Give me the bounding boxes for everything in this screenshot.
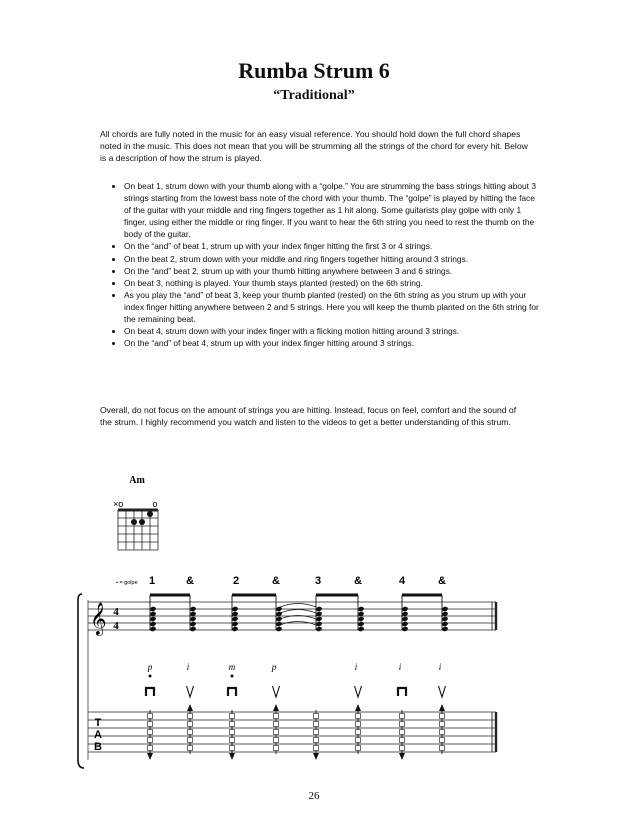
tab-fret-zero [188,722,193,727]
tab-fret-zero [440,714,445,719]
strum-arrow-up [187,704,193,711]
open-high-marker: o [152,499,158,509]
strum-arrow-down [399,753,405,760]
finger-dot [131,519,137,525]
beat-count: 2 [232,575,240,587]
tab-fret-zero [400,722,405,727]
time-signature-bottom: 4 [113,620,119,632]
tab-fret-zero [440,738,445,743]
note-head [357,606,364,612]
list-item: • On the beat 2, strum down with your middle and ring fingers together hitting around 3 strings. [124,253,544,265]
intro-paragraph: All chords are fully noted in the music for an easy visual reference. You should hold down the full chord shapes noted in the music. This does not mean that you will be strumming all the strings of the chord for every hit. Below is a description of how the strum is played. [100,129,528,164]
note-head [149,606,156,612]
note-head [275,616,282,622]
note-head [357,621,364,627]
tab-fret-zero [314,722,319,727]
note-head [231,621,238,627]
strum-steps-list [110,180,544,349]
stroke-markers [146,686,446,697]
tab-fret-zero [356,714,361,719]
note-head [441,626,448,632]
upstroke-marker [187,686,194,697]
downstroke-marker [146,688,154,696]
tab-fret-zero [314,714,319,719]
tab-fret-zero [230,722,235,727]
tab-fret-zero [356,746,361,751]
upstroke-marker [439,686,446,697]
strum-arrow-down [147,753,153,760]
tab-fret-zero [188,730,193,735]
note-head [149,616,156,622]
list-item: • On beat 3, nothing is played. Your thumb stays planted (rested) on the 6th string. [124,277,544,289]
tab-fret-zero [314,746,319,751]
list-item: • On beat 1, strum down with your thumb along with a “golpe.” You are strumming the bass strings hitting about 3 strings starting from the lowest bass note of the chord with your thumb. The “golpe” is played by hitting the face of the guitar with your middle and ring fingers together as 1 hit along. Some guitarists play golpe with only 1 finger, using either the middle or ring finger. If you want to hear the 6th string you need to rest the thumb on the body of the guitar. [124,180,544,240]
beat-count: 3 [314,575,322,587]
list-item: • On the “and” beat 2, strum up with your thumb hitting anywhere between 3 and 6 strings. [124,265,544,277]
page-title: Rumba Strum 6 [238,58,390,83]
page-subtitle: “Traditional” [273,88,355,103]
note-head [357,616,364,622]
tab-fret-zero [230,730,235,735]
tab-fret-zero [148,722,153,727]
upstroke-marker [355,686,362,697]
note-head [315,621,322,627]
chord-stack [149,595,448,632]
downstroke-marker [398,688,406,696]
chord-name: Am [129,475,145,486]
strum-arrow-up [273,704,279,711]
tie-arcs [280,604,316,626]
finger-label: m [228,662,236,672]
note-head [315,616,322,622]
tab-fret-zero [188,714,193,719]
tab-fret-zero [314,730,319,735]
golpe-dot [149,675,152,678]
list-item: • On the “and” of beat 1, strum up with your index finger hitting the first 3 or 4 strings. [124,240,544,252]
tab-fret-zero [230,746,235,751]
tab-fret-zero [274,730,279,735]
finger-label: i [398,662,402,672]
note-head [401,606,408,612]
tab-strums [147,704,445,760]
note-head [231,606,238,612]
tab-fret-zero [400,714,405,719]
finger-label: i [438,662,442,672]
tab-letter: B [94,741,102,753]
strum-arrow-down [313,753,319,760]
tab-fret-zero [274,746,279,751]
beat-count: & [186,575,194,587]
tab-fret-zero [356,722,361,727]
note-head [231,616,238,622]
tab-label [94,717,102,753]
beat-count: & [272,575,280,587]
tab-fret-zero [274,738,279,743]
finger-label: i [354,662,358,672]
page-number: 26 [308,790,320,802]
note-head [149,621,156,627]
tab-letter: A [94,729,102,741]
note-head [315,606,322,612]
note-head [315,626,322,632]
tab-fret-zero [148,730,153,735]
finger-label: p [147,662,153,672]
finger-label: p [271,662,277,672]
tab-fret-zero [230,714,235,719]
tab-fret-zero [356,738,361,743]
tab-fret-zero [148,746,153,751]
tab-fret-zero [356,730,361,735]
beat-counts [149,575,446,587]
golpe-dot [231,675,234,678]
treble-clef: 𝄞 [90,602,107,635]
note-head [401,616,408,622]
tab-fret-zero [274,722,279,727]
tab-letter: T [94,717,102,729]
tab-fret-zero [230,738,235,743]
note-head [401,626,408,632]
list-item: • On beat 4, strum down with your index finger with a flicking motion hitting around 3 strings. [124,325,544,337]
note-head [189,621,196,627]
tab-fret-zero [400,746,405,751]
golpe-legend: • = golpe [116,580,138,586]
finger-dot [147,511,153,517]
tab-fret-zero [440,722,445,727]
tab-fret-zero [188,738,193,743]
note-head [275,621,282,627]
system-brace [78,594,84,768]
beat-count: 4 [398,575,406,587]
tab-fret-zero [440,730,445,735]
note-head [189,626,196,632]
note-head [441,606,448,612]
time-signature-top: 4 [113,606,119,618]
open-muted-markers: ×o [113,499,124,509]
note-head [401,621,408,627]
list-item: • On the “and” of beat 4, strum up with your index finger hitting around 3 strings. [124,337,544,349]
note-head [189,616,196,622]
note-head [231,626,238,632]
overall-paragraph: Overall, do not focus on the amount of strings you are hitting. Instead, focus on feel, comfort and the sound of the strum. I highly recommend you watch and listen to the videos to get a better understanding of this strum. [100,405,517,428]
tab-fret-zero [400,738,405,743]
list-item: • As you play the “and” of beat 3, keep your thumb planted (rested) on the 6th string as you strum up with your index finger hitting anywhere between 2 and 5 strings. Here you will keep the thumb planted on the 6th string for the remaining beat. [124,289,544,325]
tab-fret-zero [314,738,319,743]
note-head [441,616,448,622]
tab-fret-zero [148,738,153,743]
note-head [357,626,364,632]
strum-arrow-up [355,704,361,711]
tab-fret-zero [148,714,153,719]
note-head [441,621,448,627]
finger-label: i [186,662,190,672]
downstroke-marker [228,688,236,696]
beat-count: 1 [148,575,156,587]
finger-dot [139,519,145,525]
tab-fret-zero [188,746,193,751]
note-head [189,606,196,612]
beat-count: & [354,575,362,587]
tab-fret-zero [400,730,405,735]
finger-labels [147,662,442,672]
note-head [149,626,156,632]
tab-fret-zero [440,746,445,751]
music-notation [0,470,628,780]
beat-count: & [438,575,446,587]
note-head [275,626,282,632]
upstroke-marker [273,686,280,697]
strum-arrow-down [229,753,235,760]
tab-fret-zero [274,714,279,719]
strum-arrow-up [439,704,445,711]
